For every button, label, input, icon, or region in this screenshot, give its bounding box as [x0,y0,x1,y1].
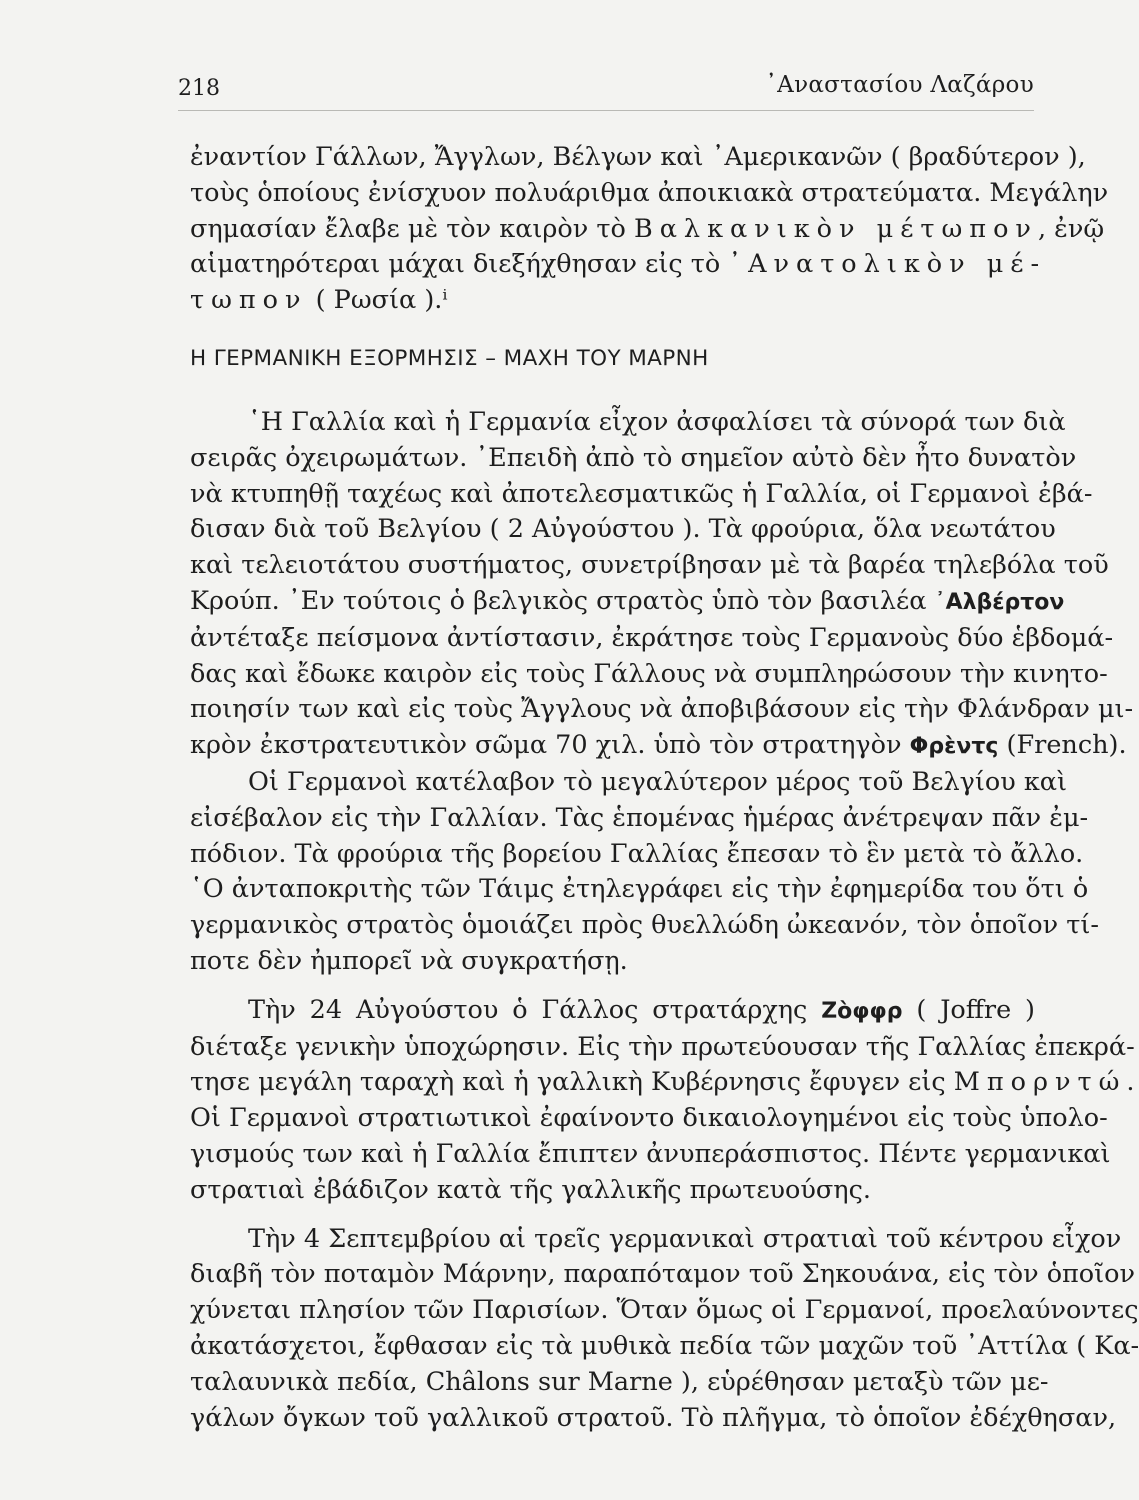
text-line: τοὺς ὁποίους ἐνίσχυον πολυάριθμα ἀποικιακὰ στρατεύματα. Μεγάλην [190,177,1109,208]
text-line: ἐναντίον Γάλλων, Ἄγγλων, Βέλγων καὶ ᾿Αμερικανῶν ( βραδύτερον ), [190,142,1086,172]
running-head-author: ᾿Αναστασίου Λαζάρου [765,72,1034,98]
text-run: Κρούπ. ᾿Εν τούτοις ὁ βελγικὸς στρατὸς ὑπὸ τὸν βασιλέα [190,585,927,616]
text-line: γισμούς των καὶ ἡ Γαλλία ἔπιπτεν ἀνυπεράσπιστος. Πέντε γερμανικαὶ [190,1138,1111,1169]
text-line: εἰσέβαλον εἰς τὴν Γαλλίαν. Τὰς ἑπομένας ἡμέρας ἀνέτρεψαν πᾶν ἐμ- [190,802,1089,833]
text-line: ἀκατάσχετοι, ἔφθασαν εἰς τὰ μυθικὰ πεδία τῶν μαχῶν τοῦ ᾿Αττίλα ( Κα- [190,1330,1139,1361]
text-run: σημασίαν ἔλαβε μὲ τὸν καιρὸν τὸ [190,213,626,244]
text-line: ταλαυνικὰ πεδία, Châlons sur Marne ), εὑρέθησαν μεταξὺ τῶν με- [190,1366,1049,1397]
bold-name: Φρὲντς [909,734,999,760]
text-line: ποτε δὲν ἠμπορεῖ νὰ συγκρατήσῃ. [190,945,628,976]
text-line [190,283,1035,319]
text-line: γερμανικὸς στρατὸς ὁμοιάζει πρὸς θυελλώδη ὠκεανόν, τὸν ὁποῖον τί- [190,910,1099,941]
bold-name: ᾿Αλβέρτον [934,589,1065,615]
paragraph-1 [190,140,1109,319]
spaced-term: Μπορντώ [953,1067,1127,1098]
spaced-term: τωπον [190,285,308,316]
text-line [190,584,1065,621]
text-line: διέταξε γενικὴν ὑποχώρησιν. Εἰς τὴν πρωτεύουσαν τῆς Γαλλίας ἐπεκρά- [190,1031,1135,1062]
text-run: τησε μεγάλη ταραχὴ καὶ ἡ γαλλικὴ Κυβέρνησις ἔφυγεν εἰς [190,1067,946,1098]
text-run: ( Ρωσία ).ⁱ [307,285,448,316]
text-line: Τὴν 4 Σεπτεμβρίου αἱ τρεῖς γερμανικαὶ στρατιαὶ τοῦ κέντρου εἶχον [248,1223,1122,1254]
paragraph-2 [190,405,1134,765]
text-run: κρὸν ἐκστρατευτικὸν σῶμα 70 χιλ. ὑπὸ τὸν στρατηγὸν [190,730,902,761]
text-run: . [1126,1067,1135,1098]
section-heading: Η ΓΕΡΜΑΝΙΚΗ ΕΞΟΡΜΗΣΙΣ – ΜΑΧΗ ΤΟΥ ΜΑΡΝΗ [190,345,709,371]
spaced-term: ᾿Ανατολικὸν μέ- [728,249,1047,280]
text-line: στρατιαὶ ἐβάδιζον κατὰ τῆς γαλλικῆς πρωτευούσης. [190,1174,871,1205]
text-line: πόδιον. Τὰ φρούρια τῆς βορείου Γαλλίας ἔπεσαν τὸ ἓν μετὰ τὸ ἄλλο. [190,838,1084,869]
page-number: 218 [178,76,220,101]
text-line: καὶ τελειοτάτου συστήματος, συνετρίβησαν μὲ τὰ βαρέα τηλεβόλα τοῦ [190,550,1109,581]
text-line: νὰ κτυπηθῇ ταχέως καὶ ἀποτελεσματικῶς ἡ Γαλλία, οἱ Γερμανοὶ ἐβά- [190,478,1093,509]
text-line: ἀντέταξε πείσμονα ἀντίστασιν, ἐκράτησε τοὺς Γερμανοὺς δύο ἑβδομά- [190,622,1114,653]
text-line: χύνεται πλησίον τῶν Παρισίων. Ὅταν ὅμως οἱ Γερμανοί, προελαύνοντες [190,1295,1139,1326]
text-line: Οἱ Γερμανοὶ κατέλαβον τὸ μεγαλύτερον μέρος τοῦ Βελγίου καὶ [248,766,1068,797]
text-line: γάλων ὄγκων τοῦ γαλλικοῦ στρατοῦ. Τὸ πλῆγμα, τὸ ὁποῖον ἐδέχθησαν, [190,1402,1117,1433]
text-line [190,247,1047,283]
text-line [190,1065,1135,1101]
text-line [190,993,1035,1030]
spaced-term: Βαλκανικὸν μέτωπον [633,213,1038,244]
text-run: Τὴν 24 Αὐγούστου ὁ Γάλλος στρατάρχης [248,994,808,1025]
paragraph-5 [190,1222,1139,1437]
text-line: ῾Η Γαλλία καὶ ἡ Γερμανία εἶχον ἀσφαλίσει τὰ σύνορά των διὰ [248,406,1066,437]
page-body [190,140,1139,1436]
paragraph-4 [190,993,1135,1209]
text-line [190,728,1127,765]
text-line [190,212,1105,248]
text-line: δισαν διὰ τοῦ Βελγίου ( 2 Αὐγούστου ). Τὰ φρούρια, ὅλα νεωτάτου [190,514,1056,545]
text-run: αἱματηρότεραι μάχαι διεξήχθησαν εἰς τὸ [190,249,721,280]
paragraph-3 [190,765,1099,980]
text-line: Οἱ Γερμανοὶ στρατιωτικοὶ ἐφαίνοντο δικαιολογημένοι εἰς τοὺς ὑπολο- [190,1103,1108,1134]
text-run: ( Joffre ) [902,994,1036,1025]
text-line: ποιησίν των καὶ εἰς τοὺς Ἄγγλους νὰ ἀποβιβάσουν εἰς τὴν Φλάνδραν μι- [190,694,1134,725]
bold-name: Ζὸφφρ [821,998,903,1024]
text-run: (French). [998,730,1127,761]
text-run: , ἐνῷ [1037,213,1105,244]
text-line: δας καὶ ἔδωκε καιρὸν εἰς τοὺς Γάλλους νὰ συμπληρώσουν τὴν κινητο- [190,658,1108,689]
running-header [178,70,1034,111]
text-line: διαβῆ τὸν ποταμὸν Μάρνην, παραπόταμον τοῦ Σηκουάνα, εἰς τὸν ὁποῖον [190,1259,1136,1290]
text-line: ῾Ο ἀνταποκριτὴς τῶν Τάιμς ἐτηλεγράφει εἰς τὴν ἐφημερίδα του ὅτι ὁ [190,874,1089,905]
text-line: σειρᾶς ὀχειρωμάτων. ᾿Επειδὴ ἀπὸ τὸ σημεῖον αὐτὸ δὲν ἦτο δυνατὸν [190,442,1077,473]
